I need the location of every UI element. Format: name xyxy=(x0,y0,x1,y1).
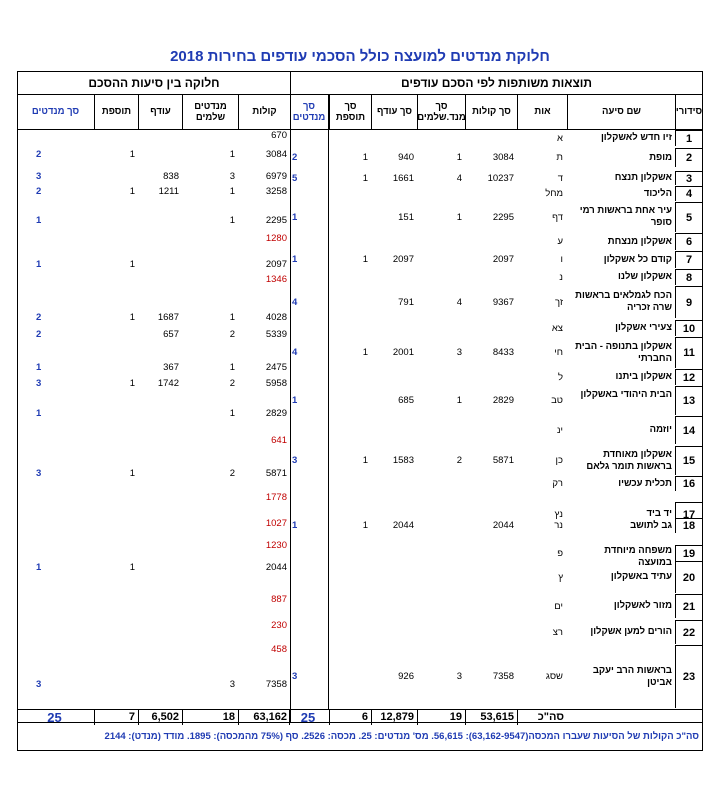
value-votes: 2295 xyxy=(492,211,514,223)
split-l_votes: 2295 xyxy=(265,215,287,226)
value-votes: 5871 xyxy=(492,455,514,466)
party-letter: טב xyxy=(551,395,563,406)
total-surplus: 12,879 xyxy=(371,710,417,725)
row-index: 8 xyxy=(675,269,702,285)
row-index: 12 xyxy=(675,369,702,385)
party-letter: שסג xyxy=(545,671,563,682)
party-letter: ע xyxy=(557,236,563,247)
value-votes: 9367 xyxy=(492,296,514,308)
row-index: 6 xyxy=(675,233,702,250)
value-full: 4 xyxy=(456,296,462,308)
party-name: קודם כל אשקלון xyxy=(603,253,672,265)
value-surplus: 2097 xyxy=(392,254,414,265)
split-l_votes: 1027 xyxy=(265,518,287,529)
split-l_votes: 5958 xyxy=(265,378,287,389)
party-name: משפחה מיוחדת במועצה xyxy=(604,545,672,568)
party-letter: ץ xyxy=(558,571,563,583)
party-letter: מחל xyxy=(545,188,563,199)
party-name: הליכוד xyxy=(643,187,672,199)
split-l_votes: 1346 xyxy=(265,274,287,285)
value-surplus: 685 xyxy=(398,395,414,406)
col-header: סך מנדטים xyxy=(17,94,94,130)
value-total: 4 xyxy=(292,296,298,308)
split-l_extra: 1 xyxy=(129,468,135,479)
split-l_votes: 7358 xyxy=(265,679,287,690)
page-title: חלוקת מנדטים למועצה כולל הסכמי עודפים בחירות 2018 xyxy=(170,48,550,65)
row-index: 4 xyxy=(675,186,702,201)
value-full: 1 xyxy=(456,395,462,406)
split-l_surplus: 838 xyxy=(163,171,179,182)
split-l_extra: 1 xyxy=(129,259,135,270)
party-name: עיר אחת בראשות רמי סופר xyxy=(579,205,672,228)
party-name: הכח לגמלאים בראשות שרה זכריה xyxy=(575,290,672,313)
party-name: יוזמה xyxy=(649,424,672,435)
split-l_extra: 1 xyxy=(129,312,135,323)
value-total: 3 xyxy=(292,671,298,682)
party-letter: ל xyxy=(557,371,563,383)
split-l_total: 3 xyxy=(36,679,42,690)
split-l_total: 3 xyxy=(36,378,42,389)
split-l_full: 1 xyxy=(229,215,235,226)
col-header: קולות xyxy=(238,94,290,130)
party-letter: כן xyxy=(555,455,563,466)
value-total: 1 xyxy=(292,395,298,406)
split-l_full: 1 xyxy=(229,186,235,197)
row-index: 13 xyxy=(675,386,702,415)
party-name: עתיד באשקלון xyxy=(610,571,672,582)
party-name: אשקלון ביתנו xyxy=(615,371,672,382)
split-l_extra: 1 xyxy=(129,378,135,389)
col-header: אות xyxy=(517,94,567,130)
party-name: מזור לאשקלון xyxy=(613,600,672,611)
col-header: סך עודף xyxy=(371,94,417,130)
split-l_full: 2 xyxy=(229,378,235,389)
party-letter: רצ xyxy=(552,626,563,638)
col-header: עודף xyxy=(138,94,182,130)
split-l_extra: 1 xyxy=(129,186,135,197)
party-name: אשקלון בתנופה - הבית החברתי xyxy=(575,340,672,364)
party-name: הבית היהודי באשקלון xyxy=(580,388,672,400)
total-full: 19 xyxy=(417,710,465,725)
row-index: 17 xyxy=(675,502,702,526)
party-name: זיו חדש לאשקלון xyxy=(600,132,672,143)
value-full: 2 xyxy=(456,455,462,466)
value-total: 4 xyxy=(292,347,298,358)
split-l_full: 1 xyxy=(229,362,235,373)
split-l_votes: 3084 xyxy=(265,149,287,160)
row-index: 21 xyxy=(675,594,702,618)
total-l_surplus: 6,502 xyxy=(138,710,182,725)
split-l_full: 3 xyxy=(229,679,235,690)
party-name: מופת xyxy=(649,151,672,163)
value-total: 2 xyxy=(292,152,298,163)
value-surplus: 151 xyxy=(398,211,414,223)
value-extra: 1 xyxy=(362,172,368,184)
col-header: סך מנדטים xyxy=(289,94,329,130)
total-total: 25 xyxy=(289,710,329,725)
value-surplus: 926 xyxy=(398,671,414,682)
col-header: סך קולות xyxy=(465,94,517,130)
split-l_votes: 2475 xyxy=(265,362,287,373)
shared-results-section xyxy=(290,71,703,723)
party-name: אשקלון מנצחת xyxy=(607,235,672,247)
split-l_full: 1 xyxy=(229,149,235,160)
value-total: 1 xyxy=(292,520,298,531)
party-name: תכלית עכשיו xyxy=(618,477,672,489)
party-letter: א xyxy=(557,132,563,144)
split-l_total: 3 xyxy=(36,171,42,182)
row-index: 19 xyxy=(675,545,702,561)
value-full: 1 xyxy=(456,211,462,223)
value-full: 3 xyxy=(456,347,462,358)
total-votes: 53,615 xyxy=(465,710,517,725)
party-letter: ים xyxy=(554,600,563,612)
party-name: צעירי אשקלון xyxy=(615,322,672,333)
col-header: סך מנד.שלמים xyxy=(417,94,465,130)
row-index: 18 xyxy=(675,518,702,533)
split-l_total: 1 xyxy=(36,259,42,270)
total-l_votes: 63,162 xyxy=(238,710,290,725)
party-letter: רק xyxy=(552,478,563,489)
split-l_total: 2 xyxy=(36,149,42,160)
party-name: אשקלון שלנו xyxy=(618,271,672,282)
value-full: 1 xyxy=(456,152,462,163)
row-index: 23 xyxy=(675,645,702,708)
party-name: אשקלון מאוחדת בראשות תומר גלאם xyxy=(586,448,672,472)
split-l_votes: 670 xyxy=(271,130,287,141)
party-letter: זך xyxy=(555,296,563,308)
row-index: 20 xyxy=(675,561,702,593)
value-surplus: 1583 xyxy=(392,455,414,466)
party-name: הורים למען אשקלון xyxy=(590,626,672,637)
split-l_surplus: 1687 xyxy=(157,312,179,323)
row-index: 7 xyxy=(675,251,702,268)
split-l_extra: 1 xyxy=(129,562,135,573)
split-l_votes: 887 xyxy=(271,594,287,605)
value-surplus: 791 xyxy=(398,296,414,308)
split-l_votes: 6979 xyxy=(265,171,287,182)
shared-results-heading: תוצאות משותפות לפי הסכם עודפים xyxy=(291,72,702,95)
split-l_full: 1 xyxy=(229,408,235,419)
value-full: 3 xyxy=(456,671,462,682)
row-index: 5 xyxy=(675,202,702,232)
split-heading: חלוקה בין סיעות ההסכם xyxy=(18,72,290,95)
party-letter: חי xyxy=(554,347,563,358)
row-index: 16 xyxy=(675,476,702,491)
value-total: 1 xyxy=(292,254,298,265)
value-total: 1 xyxy=(292,211,298,223)
split-l_surplus: 367 xyxy=(163,362,179,373)
split-l_votes: 641 xyxy=(271,435,287,446)
split-l_votes: 2097 xyxy=(265,259,287,270)
total-l_total: 25 xyxy=(17,710,94,725)
split-l_full: 2 xyxy=(229,329,235,340)
party-letter: פ xyxy=(557,547,563,559)
party-letter: נץ xyxy=(554,508,563,520)
split-l_total: 1 xyxy=(36,408,42,419)
split-l_votes: 1230 xyxy=(265,540,287,551)
party-name: אשקלון תנצח xyxy=(614,172,672,183)
value-votes: 7358 xyxy=(492,671,514,682)
split-l_surplus: 1211 xyxy=(158,186,179,197)
split-l_votes: 5339 xyxy=(265,329,287,340)
value-total: 5 xyxy=(292,172,298,184)
col-header: סך תוספת xyxy=(329,94,371,130)
value-extra: 1 xyxy=(362,152,368,163)
value-extra: 1 xyxy=(362,520,368,531)
value-extra: 1 xyxy=(362,455,368,466)
party-name: בראשות הרב יעקב אביטן xyxy=(592,664,672,688)
party-name: יד ביד xyxy=(646,508,672,519)
split-l_total: 2 xyxy=(36,329,42,340)
value-votes: 8433 xyxy=(492,347,514,358)
split-l_votes: 3258 xyxy=(265,186,287,197)
value-votes: 3084 xyxy=(492,152,514,163)
col-header: מנדטים שלמים xyxy=(182,94,238,130)
party-letter: נ xyxy=(559,271,563,283)
row-index: 15 xyxy=(675,446,702,475)
party-letter: ת xyxy=(556,152,563,163)
value-votes: 10237 xyxy=(487,172,514,184)
value-votes: 2829 xyxy=(492,395,514,406)
column-divider xyxy=(328,94,329,709)
totals-label: סה"כ xyxy=(517,710,567,725)
split-l_total: 3 xyxy=(36,468,42,479)
value-surplus: 940 xyxy=(398,152,414,163)
party-letter: דף xyxy=(552,211,563,223)
party-name: גב לתושב xyxy=(630,519,672,531)
col-header: סידורי xyxy=(675,94,702,130)
party-letter: נר xyxy=(554,520,563,531)
col-header: תוספת xyxy=(94,94,138,130)
value-surplus: 2044 xyxy=(392,520,414,531)
split-l_full: 1 xyxy=(229,312,235,323)
split-l_votes: 5871 xyxy=(265,468,287,479)
value-surplus: 1661 xyxy=(392,172,414,184)
row-index: 22 xyxy=(675,620,702,644)
split-l_votes: 230 xyxy=(271,620,287,631)
split-l_extra: 1 xyxy=(129,149,135,160)
split-l_total: 2 xyxy=(36,186,42,197)
split-l_surplus: 1742 xyxy=(157,378,179,389)
split-l_full: 3 xyxy=(229,171,235,182)
total-extra: 6 xyxy=(329,710,371,725)
party-letter: ינ xyxy=(556,424,563,436)
value-votes: 2044 xyxy=(492,520,514,531)
party-letter: ד xyxy=(557,172,563,184)
row-index: 1 xyxy=(675,130,702,146)
row-index: 3 xyxy=(675,171,702,185)
value-votes: 2097 xyxy=(492,254,514,265)
party-letter: ו xyxy=(560,254,563,265)
split-l_total: 1 xyxy=(36,362,42,373)
split-l_votes: 1778 xyxy=(265,492,287,503)
split-section xyxy=(17,71,290,723)
split-l_full: 2 xyxy=(229,468,235,479)
results-sheet xyxy=(17,71,703,737)
row-index: 11 xyxy=(675,337,702,368)
value-surplus: 2001 xyxy=(392,347,414,358)
split-l_total: 1 xyxy=(36,215,42,226)
row-index: 14 xyxy=(675,416,702,444)
row-index: 9 xyxy=(675,286,702,318)
value-extra: 1 xyxy=(362,347,368,358)
split-l_votes: 2044 xyxy=(265,562,287,573)
col-header: שם סיעה xyxy=(567,94,675,130)
split-l_votes: 4028 xyxy=(265,312,287,323)
split-l_total: 2 xyxy=(36,312,42,323)
value-extra: 1 xyxy=(362,254,368,265)
value-full: 4 xyxy=(456,172,462,184)
total-l_full: 18 xyxy=(182,710,238,725)
split-l_surplus: 657 xyxy=(163,329,179,340)
split-l_votes: 2829 xyxy=(265,408,287,419)
row-index: 10 xyxy=(675,320,702,336)
row-index: 2 xyxy=(675,148,702,167)
party-letter: צא xyxy=(551,322,563,334)
split-l_votes: 458 xyxy=(271,644,287,655)
split-l_total: 1 xyxy=(36,562,42,573)
value-total: 3 xyxy=(292,455,298,466)
split-l_votes: 1280 xyxy=(265,233,287,244)
summary-footer: סה"כ הקולות של הסיעות שעברו המכסה(63,162-9547): 56,615. מס' מנדטים: 25. מכסה: 2526. סף (75% מהמכסה): 1895. מודד (מנדט): 2144 xyxy=(17,723,703,751)
total-l_extra: 7 xyxy=(94,710,138,725)
